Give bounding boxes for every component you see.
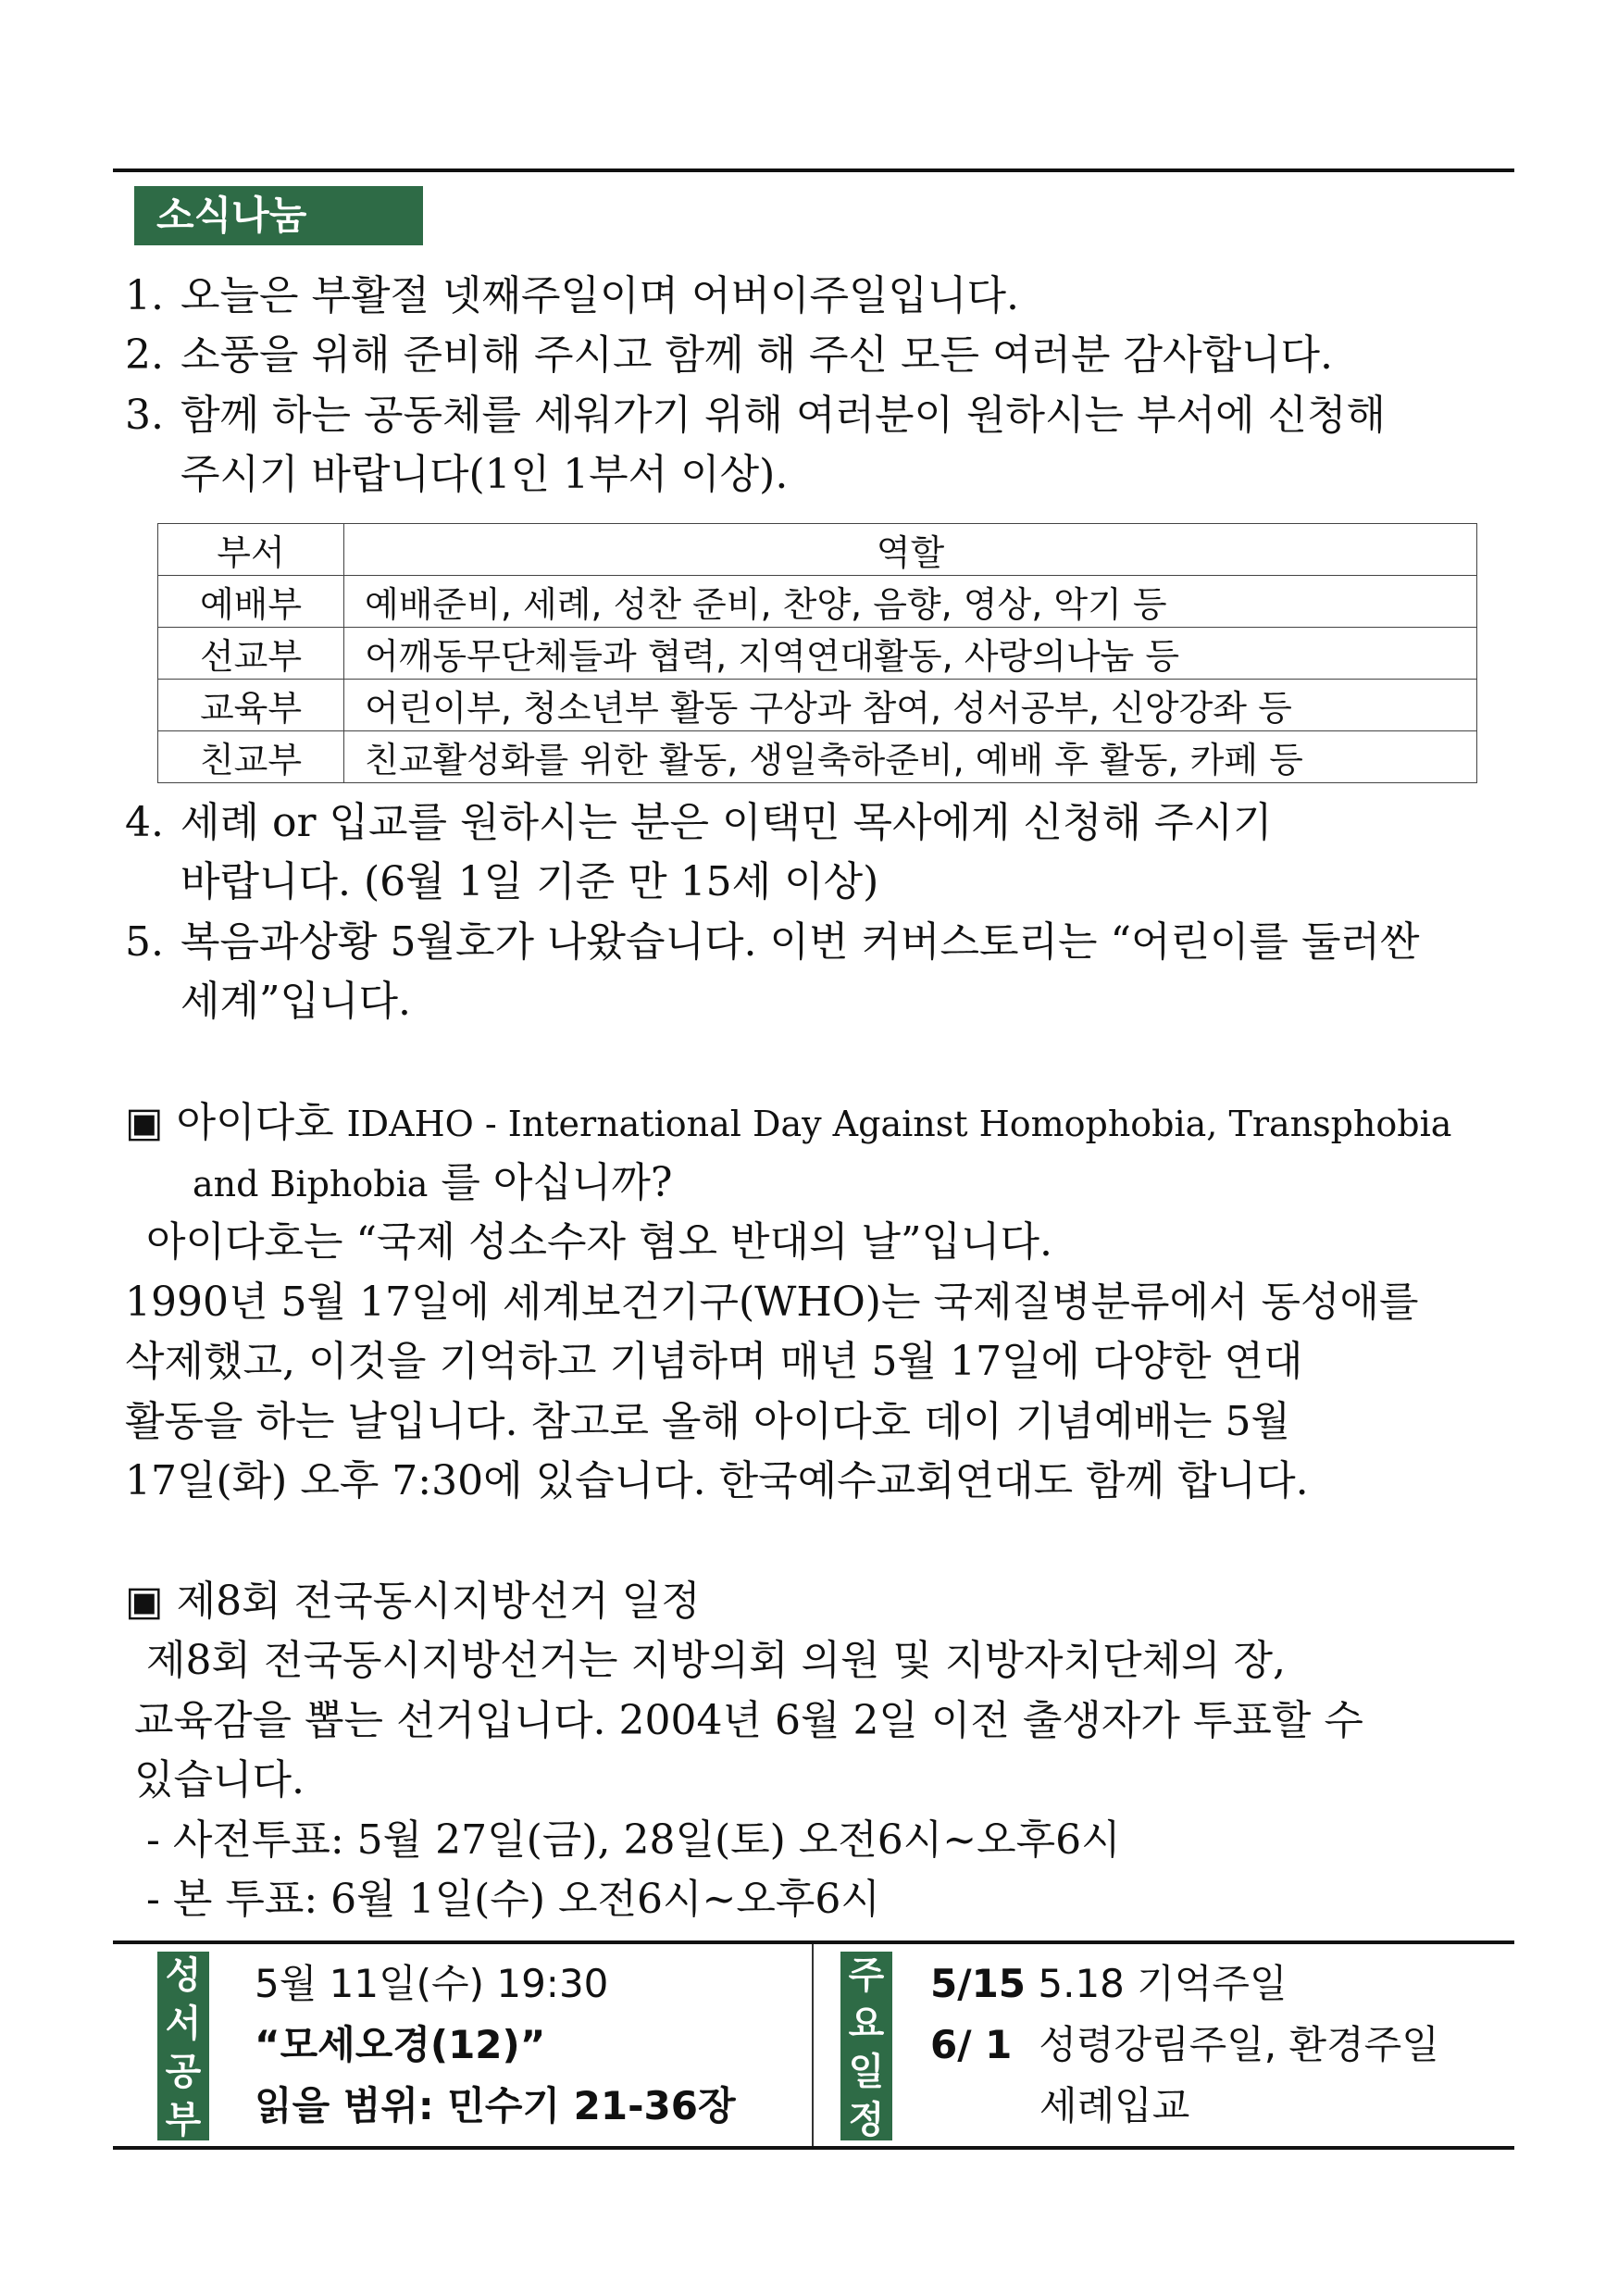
table-row: [158, 576, 1477, 628]
schedule-label: [840, 1952, 892, 2140]
idaho-body-line: 17일(화) 오후 7:30에 있습니다. 한국예수교회연대도 함께 합니다.: [125, 1457, 1309, 1504]
news-item-5-cont: 세계”입니다.: [180, 978, 411, 1025]
news-item-text: 세례 or 입교를 원하시는 분은 이택민 목사에게 신청해 주시기: [180, 799, 1273, 846]
bible-study-label-char: 성: [165, 1954, 202, 1997]
news-item-number: 1.: [125, 272, 164, 319]
table-row: [158, 731, 1477, 783]
election-item: - 본 투표: 6월 1일(수) 오전6시~오후6시: [146, 1876, 880, 1923]
idaho-heading-cont: [193, 1157, 673, 1210]
news-item-3: [125, 390, 1386, 442]
bible-study-range: 읽을 범위: 민수기 21-36장: [255, 2083, 736, 2128]
schedule-label-char: 주: [848, 1954, 885, 1997]
table-cell-role: 친교활성화를 위한 활동, 생일축하준비, 예배 후 활동, 카페 등: [344, 731, 1477, 783]
news-item-number: 2.: [125, 331, 164, 379]
top-rule: [113, 168, 1514, 172]
bible-study-date: 5월 11일(수) 19:30: [255, 1961, 609, 2006]
idaho-title: 아이다호: [176, 1099, 334, 1146]
schedule-text: 세례입교: [1039, 2083, 1190, 2128]
bible-study-label-char: 서: [165, 2003, 202, 2045]
table-cell-role: 어깨동무단체들과 협력, 지역연대활동, 사랑의나눔 등: [344, 628, 1477, 680]
election-title: 제8회 전국동시지방선거 일정: [176, 1578, 701, 1625]
idaho-body-line: 삭제했고, 이것을 기억하고 기념하며 매년 5월 17일에 다양한 연대: [125, 1338, 1303, 1385]
table-header: 부서: [158, 524, 344, 576]
table-cell-role: 어린이부, 청소년부 활동 구상과 참여, 성서공부, 신앙강좌 등: [344, 680, 1477, 731]
idaho-body-line: 1990년 5월 17일에 세계보건기구(WHO)는 국제질병분류에서 동성애를: [125, 1279, 1419, 1326]
table-row: [158, 680, 1477, 731]
idaho-body-line: 활동을 하는 날입니다. 참고로 올해 아이다호 데이 기념예배는 5월: [125, 1398, 1290, 1445]
news-item-1: [125, 270, 1019, 322]
idaho-body-line: 아이다호는 “국제 성소수자 혐오 반대의 날”입니다.: [146, 1218, 1052, 1266]
section-marker-icon: ▣: [125, 1578, 164, 1625]
table-cell-dept: 예배부: [158, 576, 344, 628]
schedule-date: 6/ 1: [930, 2022, 1013, 2067]
schedule-text: 5.18 기억주일: [1038, 1961, 1288, 2006]
roles-table: [157, 523, 1477, 783]
table-cell-role: 예배준비, 세례, 성찬 준비, 찬양, 음향, 영상, 악기 등: [344, 576, 1477, 628]
election-body-line: 교육감을 뽑는 선거입니다. 2004년 6월 2일 이전 출생자가 투표할 수: [134, 1697, 1363, 1744]
table-cell-dept: 친교부: [158, 731, 344, 783]
election-body-line: 제8회 전국동시지방선거는 지방의회 의원 및 지방자치단체의 장,: [146, 1637, 1286, 1684]
news-item-2: [125, 330, 1333, 381]
news-item-3-cont: 주시기 바랍니다(1인 1부서 이상).: [180, 451, 789, 498]
news-item-text: 복음과상황 5월호가 나왔습니다. 이번 커버스토리는 “어린이를 둘러싼: [180, 918, 1420, 966]
bible-study-title: “모세오경(12)”: [255, 2022, 546, 2067]
schedule-label-char: 일: [848, 2051, 885, 2093]
bottom-box-top-rule: [113, 1940, 1514, 1944]
table-cell-dept: 교육부: [158, 680, 344, 731]
bottom-box-divider: [812, 1944, 814, 2146]
news-item-text: 소풍을 위해 준비해 주시고 함께 해 주신 모든 여러분 감사합니다.: [180, 331, 1333, 379]
news-item-number: 3.: [125, 392, 164, 439]
schedule-item: [1039, 2076, 1189, 2137]
table-row: [158, 628, 1477, 680]
schedule-label-char: 정: [848, 2099, 885, 2141]
news-item-4-cont: 바랍니다. (6월 1일 기준 만 15세 이상): [180, 858, 879, 905]
election-item: - 사전투표: 5월 27일(금), 28일(토) 오전6시~오후6시: [146, 1816, 1121, 1864]
bible-study-label-char: 공: [165, 2051, 202, 2093]
schedule-item: [930, 1953, 1288, 2015]
schedule-label-char: 요: [848, 2003, 885, 2045]
bottom-box-bottom-rule: [113, 2146, 1514, 2150]
idaho-english-cont: and Biphobia: [193, 1164, 429, 1204]
idaho-question: 를 아십니까?: [441, 1159, 673, 1206]
idaho-english: IDAHO - International Day Against Homophobia, Transphobia: [346, 1104, 1452, 1144]
schedule-text: 성령강림주일, 환경주일: [1039, 2022, 1439, 2067]
news-item-text: 함께 하는 공동체를 세워가기 위해 여러분이 원하시는 부서에 신청해: [180, 392, 1386, 439]
section-title-badge: 소식나눔: [134, 186, 423, 245]
table-cell-dept: 선교부: [158, 628, 344, 680]
news-item-number: 5.: [125, 918, 164, 966]
schedule-item: [930, 2015, 1439, 2076]
news-item-4: [125, 797, 1273, 849]
news-item-text: 오늘은 부활절 넷째주일이며 어버이주일입니다.: [180, 272, 1020, 319]
table-header-row: [158, 524, 1477, 576]
idaho-heading: [125, 1097, 1451, 1150]
schedule-date: 5/15: [930, 1961, 1027, 2006]
bible-study-label: [157, 1952, 209, 2140]
bible-study-label-char: 부: [165, 2099, 202, 2141]
election-body-line: 있습니다.: [134, 1756, 305, 1803]
table-header: 역할: [344, 524, 1477, 576]
news-item-number: 4.: [125, 799, 164, 846]
news-item-5: [125, 917, 1420, 968]
election-heading: [125, 1576, 701, 1628]
section-marker-icon: ▣: [125, 1099, 164, 1146]
